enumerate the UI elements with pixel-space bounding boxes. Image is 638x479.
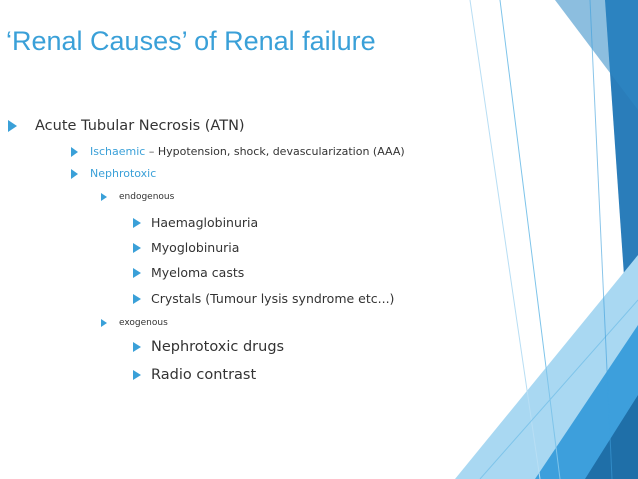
triangle-bullet-icon (133, 342, 141, 352)
triangle-bullet-icon (71, 147, 78, 157)
bullet-item-myeloma-casts (133, 265, 244, 280)
triangle-bullet-icon (101, 193, 107, 201)
item-text: Crystals (Tumour lysis syndrome etc...) (151, 291, 395, 306)
bullet-item-endogenous (101, 192, 174, 202)
item-text: endogenous (119, 192, 175, 202)
bullet-item-exogenous (101, 318, 168, 328)
item-text: Myeloma casts (151, 265, 245, 280)
item-text: Myoglobinuria (151, 240, 240, 255)
item-text: Acute Tubular Necrosis (ATN) (35, 118, 245, 134)
item-detail: Hypotension, shock, devascularization (AAA) (157, 145, 405, 158)
triangle-bullet-icon (8, 120, 17, 132)
item-separator: – (145, 145, 158, 158)
item-label: Nephrotoxic (90, 167, 157, 180)
triangle-bullet-icon (71, 169, 78, 179)
item-label: Ischaemic (90, 145, 146, 158)
bullet-item-myoglobinuria (133, 240, 239, 255)
triangle-bullet-icon (133, 268, 141, 278)
item-text: Haemaglobinuria (151, 215, 259, 230)
bullet-item-atn (8, 118, 245, 134)
item-text: Nephrotoxic drugs (151, 339, 285, 355)
item-text: exogenous (119, 318, 168, 328)
triangle-bullet-icon (133, 294, 141, 304)
bullet-item-nephrotoxic (71, 167, 156, 180)
bullet-item-crystals (133, 291, 394, 306)
bullet-item-nephrotoxic-drugs (133, 339, 284, 355)
triangle-bullet-icon (133, 218, 141, 228)
triangle-bullet-icon (133, 370, 141, 380)
triangle-bullet-icon (101, 319, 107, 327)
bullet-item-radio-contrast (133, 367, 256, 383)
item-text: Radio contrast (151, 367, 257, 383)
slide-title: ‘Renal Causes’ of Renal failure (6, 26, 376, 56)
bullet-item-ischaemic (71, 145, 405, 158)
triangle-bullet-icon (133, 243, 141, 253)
bullet-item-haemaglobinuria (133, 215, 258, 230)
